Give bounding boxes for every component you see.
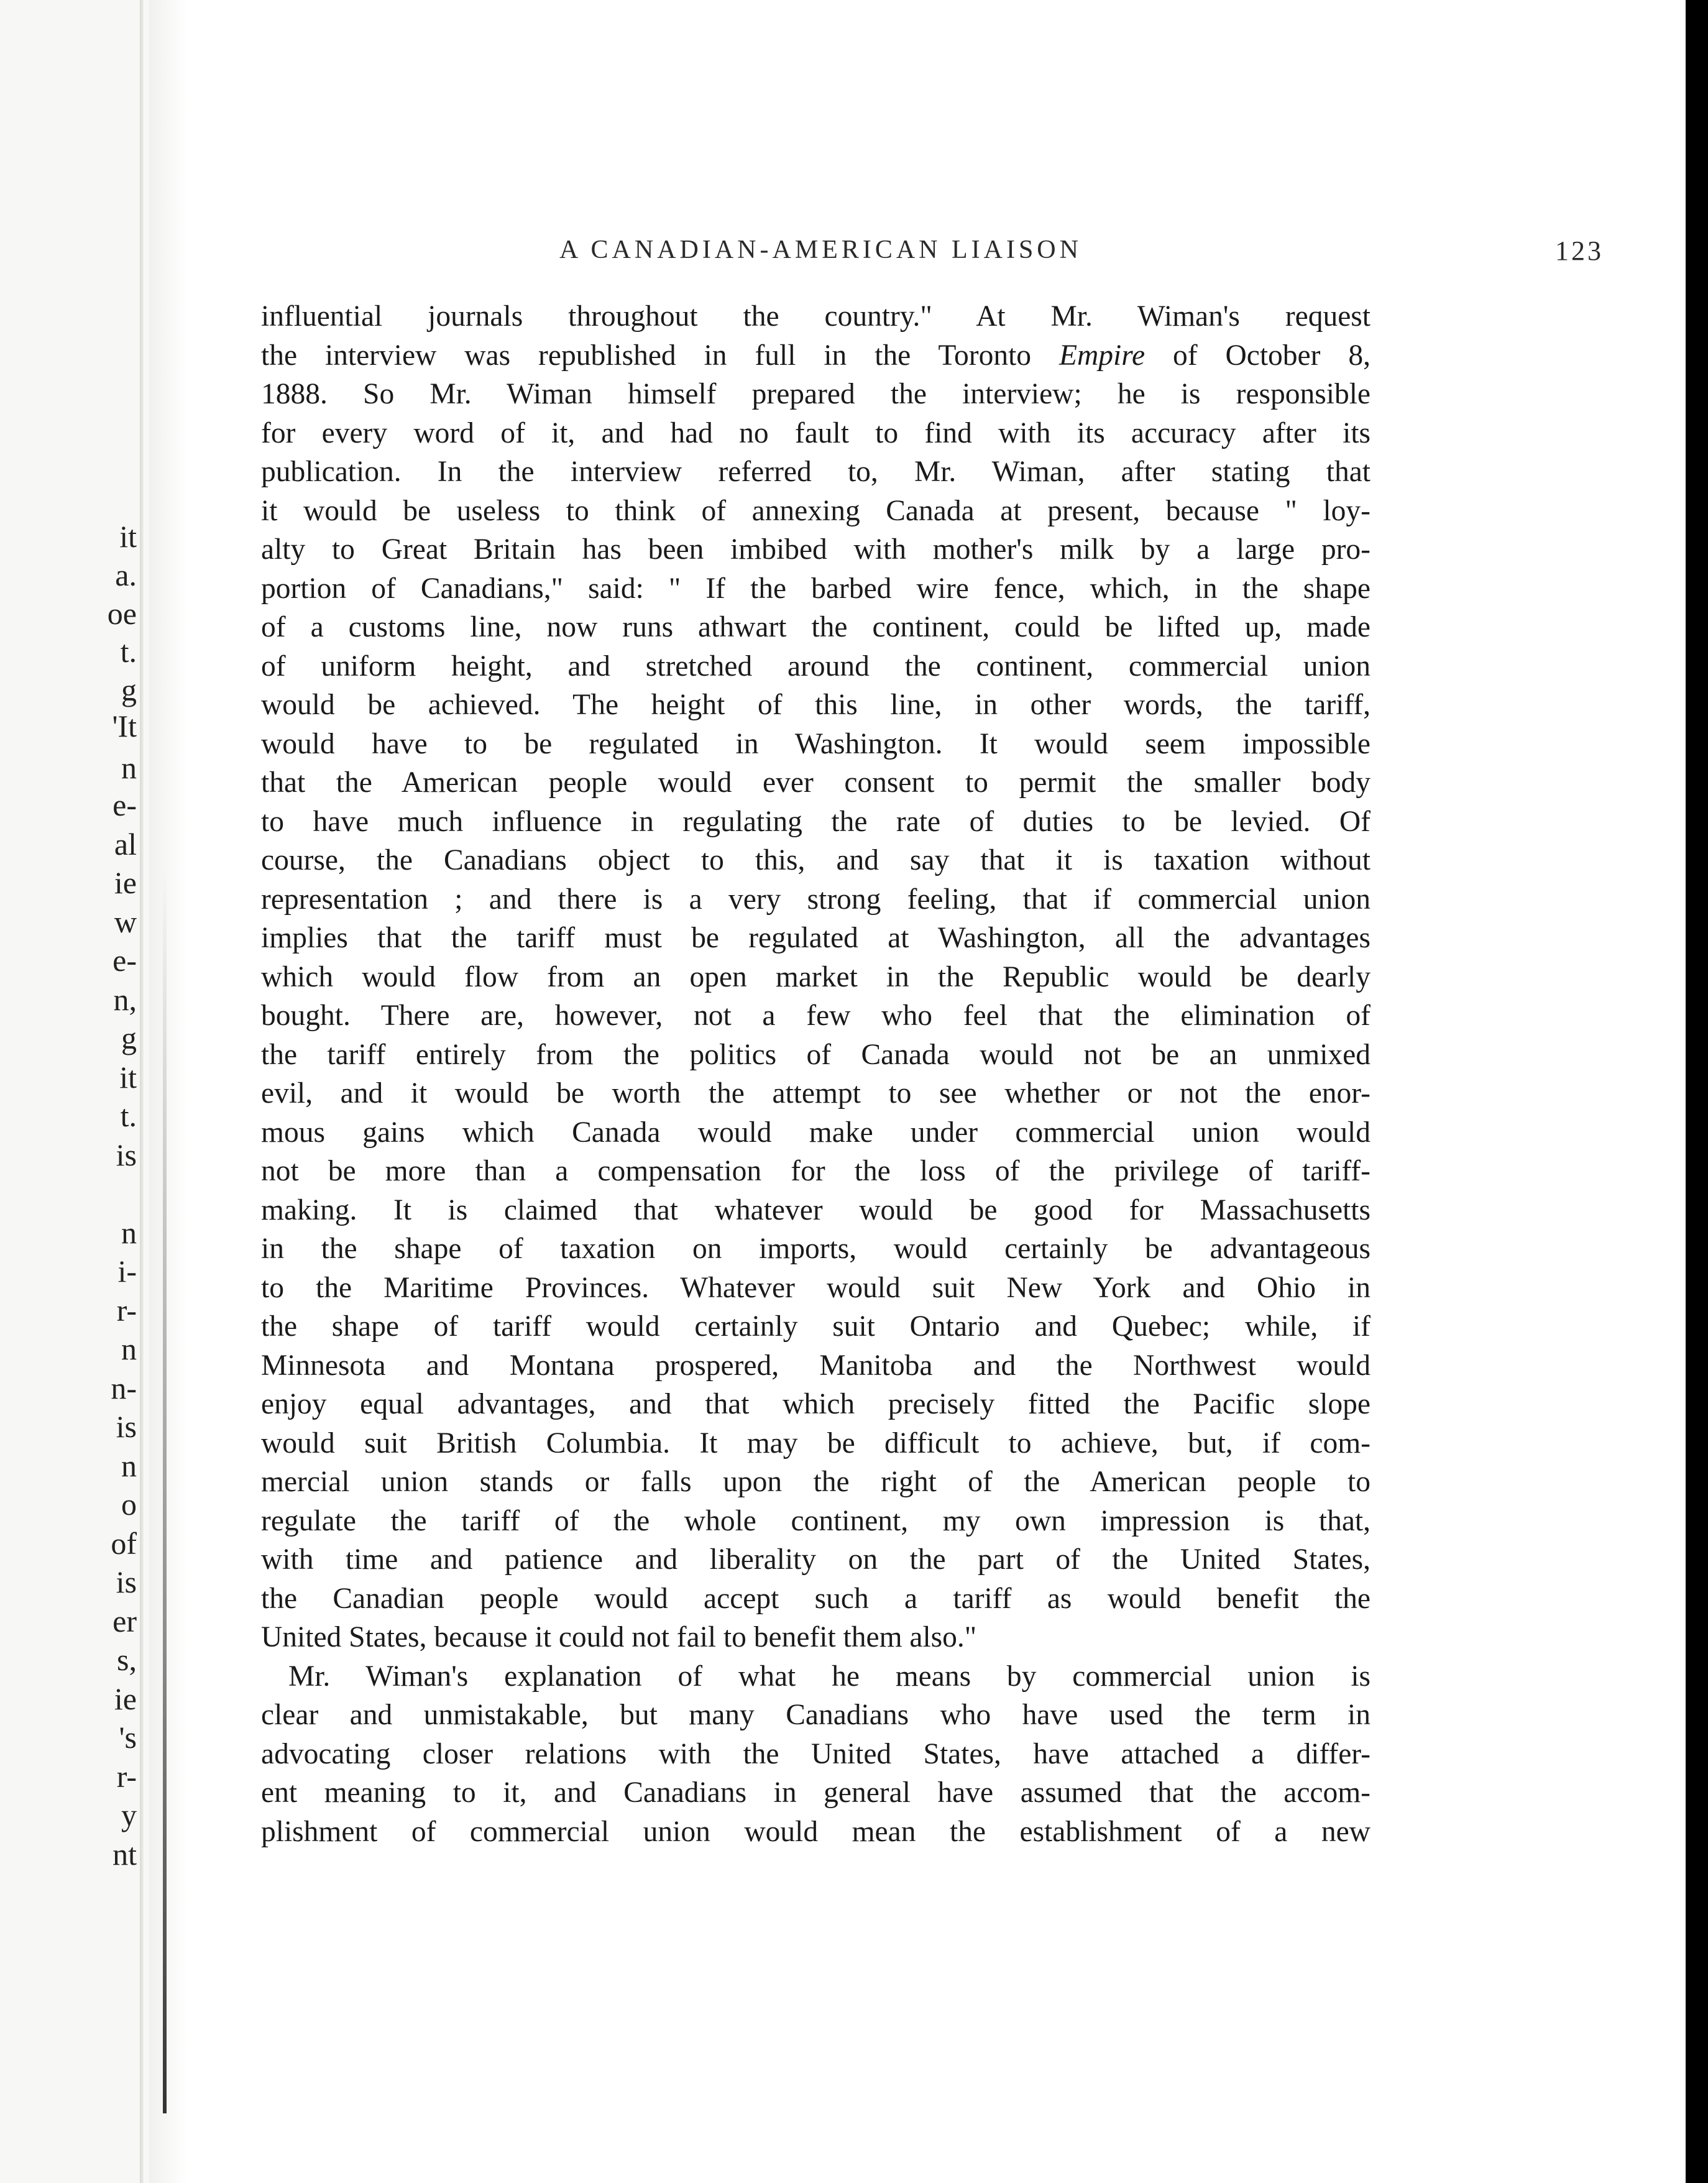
- left-page-fragment: s,: [117, 1642, 137, 1677]
- left-page-fragment: al: [114, 827, 137, 862]
- text-line: would have to be regulated in Washington. It would seem impossible: [261, 727, 1371, 760]
- text-line: plishment of commercial union would mean the establishment of a new: [261, 1815, 1371, 1848]
- left-page-fragment: 's: [119, 1720, 137, 1755]
- left-page-fragment: er: [112, 1604, 137, 1638]
- left-page-fragment: n-: [111, 1371, 137, 1405]
- text-line: portion of Canadians," said: " If the barbed wire fence, which, in the shape: [261, 572, 1371, 605]
- text-line: would be achieved. The height of this line, in other words, the tariff,: [261, 689, 1371, 721]
- text-line: influential journals throughout the country." At Mr. Wiman's request: [261, 300, 1371, 333]
- text-line: implies that the tariff must be regulated at Washington, all the advantages: [261, 922, 1371, 954]
- running-header: [267, 235, 1604, 272]
- text-line: [261, 336, 1371, 375]
- text-line: the tariff entirely from the politics of Canada would not be an unmixed: [261, 1038, 1371, 1071]
- scan-border: [1686, 0, 1708, 2183]
- left-page-fragment: n: [121, 1331, 137, 1366]
- left-page-fragment: is: [116, 1137, 137, 1172]
- left-page-fragment: it: [119, 1060, 137, 1095]
- text-line: United States, because it could not fail to benefit them also.": [261, 1621, 977, 1653]
- text-line: for every word of it, and had no fault to find with its accuracy after its: [261, 416, 1371, 449]
- text-line: would suit British Columbia. It may be difficult to achieve, but, if com-: [261, 1427, 1371, 1459]
- text-line: of uniform height, and stretched around the continent, commercial union: [261, 650, 1371, 682]
- text-line: it would be useless to think of annexing Canada at present, because " loy-: [261, 494, 1371, 527]
- text-line: not be more than a compensation for the loss of the privilege of tariff-: [261, 1155, 1371, 1187]
- left-page-fragment: e-: [112, 788, 137, 822]
- text-line: mercial union stands or falls upon the right of the American people to: [261, 1466, 1371, 1498]
- running-title: A CANADIAN-AMERICAN LIAISON: [559, 236, 1082, 264]
- text-line: the Canadian people would accept such a tariff as would benefit the: [261, 1582, 1371, 1615]
- left-page-fragment: is: [116, 1565, 137, 1599]
- binding-gutter: [149, 0, 186, 2183]
- left-page-fragment: r-: [116, 1293, 137, 1328]
- page-edge: [140, 0, 144, 2183]
- left-page-fragment: i-: [117, 1254, 137, 1289]
- text-line: enjoy equal advantages, and that which precisely fitted the Pacific slope: [261, 1388, 1371, 1420]
- text-line: publication. In the interview referred to, Mr. Wiman, after stating that: [261, 456, 1371, 488]
- left-page-fragment: t.: [120, 1098, 137, 1133]
- left-page-fragment: g: [121, 1021, 137, 1055]
- left-page-fragment: t.: [120, 634, 137, 669]
- text-line: the shape of tariff would certainly suit Ontario and Quebec; while, if: [261, 1310, 1371, 1343]
- left-page-fragment: it: [119, 519, 137, 554]
- left-page-fragment: y: [121, 1798, 137, 1832]
- text-line: bought. There are, however, not a few who feel that the elimination of: [261, 1000, 1371, 1032]
- text-line: of a customs line, now runs athwart the continent, could be lifted up, made: [261, 611, 1371, 643]
- text-line: clear and unmistakable, but many Canadians who have used the term in: [261, 1699, 1371, 1731]
- left-page-fragment: g: [121, 673, 137, 707]
- body-text: [261, 297, 1371, 1851]
- text-line: representation ; and there is a very strong feeling, that if commercial union: [261, 883, 1371, 916]
- left-facing-page: [0, 0, 149, 2183]
- text-line: regulate the tariff of the whole continent, my own impression is that,: [261, 1504, 1371, 1537]
- left-page-fragment: r-: [116, 1759, 137, 1794]
- text-line: advocating closer relations with the United States, have attached a differ-: [261, 1737, 1371, 1770]
- text-line: mous gains which Canada would make under commercial union would: [261, 1116, 1371, 1149]
- text-line: making. It is claimed that whatever would be good for Massachusetts: [261, 1193, 1371, 1226]
- binding-shadow-line: [163, 870, 167, 2113]
- text-line: evil, and it would be worth the attempt to see whether or not the enor-: [261, 1077, 1371, 1110]
- left-page-fragment: n: [121, 750, 137, 785]
- text-run: of October 8,: [1145, 339, 1371, 372]
- left-page-fragment: oe: [107, 596, 137, 631]
- left-page-fragment: 'It: [112, 709, 137, 743]
- text-line: alty to Great Britain has been imbibed with mother's milk by a large pro-: [261, 533, 1371, 566]
- text-line: 1888. So Mr. Wiman himself prepared the interview; he is responsible: [261, 378, 1371, 410]
- left-page-fragment: a.: [115, 558, 137, 592]
- text-line: Minnesota and Montana prospered, Manitoba and the Northwest would: [261, 1349, 1371, 1382]
- page-number: 123: [1555, 236, 1604, 266]
- newspaper-title: Empire: [1058, 339, 1146, 372]
- left-page-fragment: n: [121, 1215, 137, 1250]
- left-page-fragment: of: [111, 1526, 137, 1561]
- text-run: the interview was republished in full in the Toronto: [261, 339, 1059, 372]
- paragraph-first-line: Mr. Wiman's explanation of what he means by commercial union is: [288, 1660, 1371, 1693]
- left-page-fragment: n,: [113, 982, 137, 1017]
- left-page-fragment: o: [121, 1487, 137, 1522]
- text-line: course, the Canadians object to this, and say that it is taxation without: [261, 844, 1371, 876]
- left-page-fragment: ie: [114, 1681, 137, 1716]
- left-page-fragment: is: [116, 1409, 137, 1444]
- left-page-fragment: e-: [112, 943, 137, 978]
- text-line: in the shape of taxation on imports, would certainly be advantageous: [261, 1233, 1371, 1265]
- text-line: to the Maritime Provinces. Whatever would suit New York and Ohio in: [261, 1271, 1371, 1304]
- left-page-fragment: ie: [114, 865, 137, 900]
- left-page-fragment: nt: [112, 1837, 137, 1872]
- text-line: ent meaning to it, and Canadians in general have assumed that the accom-: [261, 1776, 1371, 1809]
- text-line: which would flow from an open market in the Republic would be dearly: [261, 960, 1371, 993]
- text-line: to have much influence in regulating the rate of duties to be levied. Of: [261, 805, 1371, 838]
- text-line: that the American people would ever consent to permit the smaller body: [261, 766, 1371, 799]
- text-line: with time and patience and liberality on the part of the United States,: [261, 1543, 1371, 1576]
- left-page-fragment: w: [114, 904, 137, 939]
- left-page-fragment: n: [121, 1448, 137, 1483]
